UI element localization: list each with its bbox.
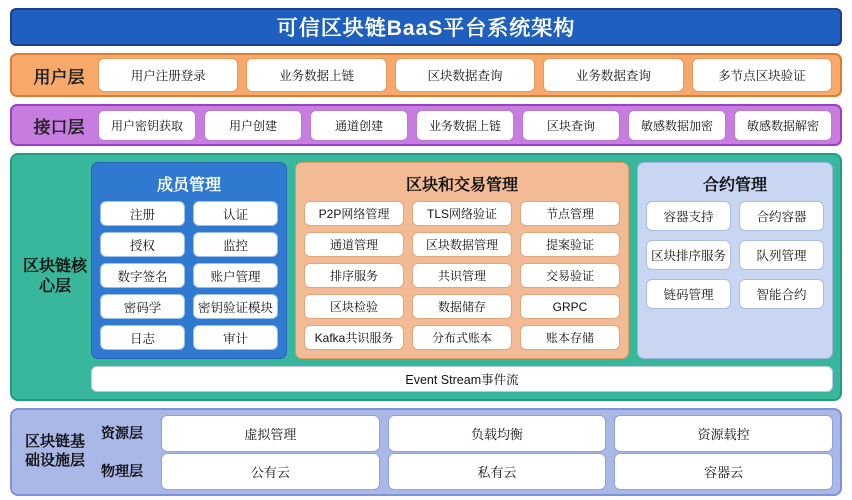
resource-layer-item[interactable]: 虚拟管理: [161, 415, 380, 452]
user-layer-item[interactable]: 业务数据查询: [543, 58, 683, 92]
core-layer-label: 区块链核心层: [22, 258, 87, 295]
user-layer: [10, 53, 842, 97]
block-transaction-item[interactable]: 账本存储: [520, 325, 620, 350]
contract-management-item[interactable]: 合约容器: [739, 201, 824, 231]
physical-layer-items: [161, 453, 833, 490]
resource-layer-item[interactable]: 负载均衡: [388, 415, 607, 452]
block-transaction-item[interactable]: 通道管理: [304, 232, 404, 257]
member-management-item[interactable]: 密码学: [100, 294, 185, 319]
member-management-item[interactable]: 账户管理: [193, 263, 278, 288]
member-management-item[interactable]: 授权: [100, 232, 185, 257]
member-management-item[interactable]: 密钥验证模块: [193, 294, 278, 319]
block-transaction-item[interactable]: P2P网络管理: [304, 201, 404, 226]
user-layer-item[interactable]: 用户注册登录: [98, 58, 238, 92]
user-layer-item[interactable]: 区块数据查询: [395, 58, 535, 92]
interface-layer-item[interactable]: 敏感数据解密: [734, 110, 832, 141]
block-transaction-item[interactable]: GRPC: [520, 294, 620, 319]
contract-management-grid: [646, 201, 824, 350]
physical-layer-label: 物理层: [101, 463, 143, 479]
block-transaction-item[interactable]: 节点管理: [520, 201, 620, 226]
block-transaction-item[interactable]: 共识管理: [412, 263, 512, 288]
interface-layer-item[interactable]: 业务数据上链: [416, 110, 514, 141]
contract-management-item[interactable]: 链码管理: [646, 279, 731, 309]
infrastructure-rows: [91, 416, 833, 488]
physical-layer-item[interactable]: 私有云: [388, 453, 607, 490]
user-layer-label: 用户层: [33, 67, 85, 87]
contract-management-item[interactable]: 队列管理: [739, 240, 824, 270]
core-layer-panels: [91, 162, 833, 359]
member-management-item[interactable]: 日志: [100, 325, 185, 350]
member-management-item[interactable]: 注册: [100, 201, 185, 226]
contract-management-item[interactable]: 区块排序服务: [646, 240, 731, 270]
diagram-title: 可信区块链BaaS平台系统架构: [10, 8, 842, 46]
physical-layer-item[interactable]: 公有云: [161, 453, 380, 490]
interface-layer: [10, 104, 842, 146]
block-transaction-item[interactable]: TLS网络验证: [412, 201, 512, 226]
interface-layer-label: 接口层: [33, 117, 85, 137]
core-layer-body: [91, 162, 833, 392]
block-transaction-item[interactable]: 区块检验: [304, 294, 404, 319]
block-transaction-item[interactable]: 数据储存: [412, 294, 512, 319]
resource-layer-item[interactable]: 资源载控: [614, 415, 833, 452]
user-layer-item[interactable]: 多节点区块验证: [692, 58, 832, 92]
resource-layer-row: [91, 416, 833, 450]
core-layer: [10, 153, 842, 401]
contract-management-panel: [637, 162, 833, 359]
infrastructure-layer-label: 区块链基础设施层: [24, 433, 85, 469]
contract-management-item[interactable]: 智能合约: [739, 279, 824, 309]
interface-layer-item[interactable]: 区块查询: [522, 110, 620, 141]
contract-management-title: 合约管理: [702, 177, 767, 194]
user-layer-items: [98, 58, 832, 92]
member-management-panel: [91, 162, 287, 359]
block-transaction-grid: [304, 201, 620, 350]
block-transaction-item[interactable]: Kafka共识服务: [304, 325, 404, 350]
interface-layer-item[interactable]: 用户创建: [204, 110, 302, 141]
block-transaction-title: 区块和交易管理: [405, 177, 518, 194]
member-management-item[interactable]: 数字签名: [100, 263, 185, 288]
block-transaction-panel: [295, 162, 629, 359]
block-transaction-item[interactable]: 排序服务: [304, 263, 404, 288]
member-management-grid: [100, 201, 278, 350]
contract-management-item[interactable]: 容器支持: [646, 201, 731, 231]
infrastructure-layer: [10, 408, 842, 496]
member-management-item[interactable]: 审计: [193, 325, 278, 350]
interface-layer-item[interactable]: 敏感数据加密: [628, 110, 726, 141]
resource-layer-label: 资源层: [101, 425, 143, 441]
member-management-item[interactable]: 监控: [193, 232, 278, 257]
resource-layer-items: [161, 415, 833, 452]
member-management-item[interactable]: 认证: [193, 201, 278, 226]
block-transaction-item[interactable]: 交易验证: [520, 263, 620, 288]
physical-layer-item[interactable]: 容器云: [614, 453, 833, 490]
interface-layer-item[interactable]: 用户密钥获取: [98, 110, 196, 141]
interface-layer-item[interactable]: 通道创建: [310, 110, 408, 141]
block-transaction-item[interactable]: 提案验证: [520, 232, 620, 257]
user-layer-item[interactable]: 业务数据上链: [246, 58, 386, 92]
member-management-title: 成员管理: [156, 177, 221, 194]
block-transaction-item[interactable]: 区块数据管理: [412, 232, 512, 257]
block-transaction-item[interactable]: 分布式账本: [412, 325, 512, 350]
physical-layer-row: [91, 454, 833, 488]
interface-layer-items: [98, 110, 832, 141]
event-stream-bar: Event Stream事件流: [91, 366, 833, 392]
